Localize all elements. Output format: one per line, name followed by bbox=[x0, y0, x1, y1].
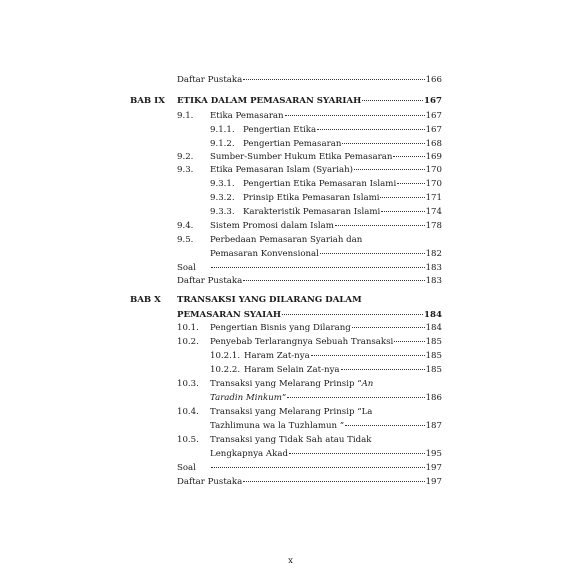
toc-entry bbox=[177, 151, 442, 164]
toc-row bbox=[0, 95, 581, 108]
toc-entry bbox=[177, 220, 442, 233]
toc-page-number: 178 bbox=[425, 221, 442, 231]
toc-row bbox=[0, 262, 581, 275]
toc-row bbox=[0, 234, 581, 247]
chapter-title: PEMASARAN SYAIAH bbox=[177, 310, 281, 320]
toc-title: Transaksi yang Melarang Prinsip “La bbox=[210, 407, 373, 417]
section-number: 10.3. bbox=[177, 379, 199, 389]
toc-row bbox=[0, 294, 581, 307]
toc-title: Sumber-Sumber Hukum Etika Pemasaran bbox=[210, 152, 393, 162]
toc-row bbox=[0, 110, 581, 123]
toc-title: Sistem Promosi dalam Islam bbox=[210, 221, 334, 231]
section-number: 9.1.2. bbox=[210, 139, 235, 149]
toc-row bbox=[0, 309, 581, 322]
toc-entry bbox=[177, 406, 442, 419]
toc-entry bbox=[177, 164, 442, 177]
toc-row bbox=[0, 151, 581, 164]
toc-page-number: 185 bbox=[425, 337, 442, 347]
toc-row bbox=[0, 336, 581, 349]
section-number: 9.2. bbox=[177, 152, 194, 162]
toc-entry bbox=[177, 309, 442, 322]
toc-entry bbox=[210, 448, 442, 461]
toc-title-italic: Taradin Minkum bbox=[210, 393, 282, 403]
section-number: 9.3.2. bbox=[210, 193, 235, 203]
toc-page-number: 167 bbox=[425, 111, 442, 121]
toc-entry bbox=[210, 248, 442, 261]
toc-entry bbox=[210, 364, 442, 377]
dot-leader bbox=[311, 355, 425, 356]
toc-row bbox=[0, 138, 581, 151]
toc-title: Daftar Pustaka bbox=[177, 276, 243, 286]
toc-row bbox=[0, 392, 581, 405]
toc-page-number: 186 bbox=[425, 393, 442, 403]
toc-entry bbox=[177, 74, 442, 87]
section-number: 10.2.2. bbox=[210, 365, 241, 375]
toc-title: Etika Pemasaran Islam (Syariah) bbox=[210, 165, 353, 175]
toc-row bbox=[0, 322, 581, 335]
toc-entry bbox=[210, 350, 442, 363]
toc-title: Prinsip Etika Pemasaran Islami bbox=[243, 193, 380, 203]
toc-page-number: 183 bbox=[425, 263, 442, 273]
toc-title: Pengertian Etika Pemasaran Islami bbox=[243, 179, 397, 189]
dot-leader bbox=[285, 115, 425, 116]
dot-leader bbox=[243, 481, 424, 482]
toc-title: Pemasaran Konvensional bbox=[210, 249, 319, 259]
toc-row bbox=[0, 476, 581, 489]
toc-page-number: 166 bbox=[425, 75, 442, 85]
dot-leader bbox=[289, 453, 425, 454]
toc-page-number: 170 bbox=[425, 165, 442, 175]
toc-title: Transaksi yang Melarang Prinsip “ bbox=[210, 379, 362, 389]
toc-row bbox=[0, 206, 581, 219]
toc-page-number: 171 bbox=[425, 193, 442, 203]
toc-entry bbox=[177, 462, 442, 475]
toc-row bbox=[0, 220, 581, 233]
toc-title: Transaksi yang Tidak Sah atau Tidak bbox=[210, 435, 372, 445]
toc-row bbox=[0, 275, 581, 288]
toc-title: Haram Zat-nya bbox=[244, 351, 310, 361]
toc-title: Perbedaan Pemasaran Syariah dan bbox=[210, 235, 363, 245]
toc-entry bbox=[177, 234, 442, 247]
toc-entry bbox=[177, 378, 442, 391]
toc-title: Lengkapnya Akad bbox=[210, 449, 288, 459]
toc-page-number: 168 bbox=[425, 139, 442, 149]
toc-title: Karakteristik Pemasaran Islami bbox=[243, 207, 381, 217]
section-number: 9.5. bbox=[177, 235, 194, 245]
dot-leader bbox=[393, 156, 424, 157]
toc-entry bbox=[210, 206, 442, 219]
toc-title: Daftar Pustaka bbox=[177, 75, 243, 85]
dot-leader bbox=[211, 467, 425, 468]
dot-leader bbox=[394, 341, 424, 342]
dot-leader bbox=[211, 267, 425, 268]
section-number: 10.2.1. bbox=[210, 351, 241, 361]
toc-entry bbox=[177, 110, 442, 123]
toc-entry bbox=[210, 124, 442, 137]
toc-row bbox=[0, 248, 581, 261]
toc-page-number: 174 bbox=[425, 207, 442, 217]
section-number: 10.1. bbox=[177, 323, 199, 333]
toc-row bbox=[0, 178, 581, 191]
toc-page-number: 167 bbox=[425, 125, 442, 135]
toc-row bbox=[0, 124, 581, 137]
toc-page-number: 187 bbox=[425, 421, 442, 431]
toc-title: Soal bbox=[177, 263, 196, 273]
toc-page-number: 185 bbox=[425, 351, 442, 361]
toc-title: ” bbox=[281, 393, 287, 403]
dot-leader bbox=[380, 197, 424, 198]
section-number: 9.4. bbox=[177, 221, 194, 231]
toc-page-number: 182 bbox=[425, 249, 442, 259]
dot-leader bbox=[381, 211, 424, 212]
toc-title: Penyebab Terlarangnya Sebuah Transaksi bbox=[210, 337, 394, 347]
toc-page-number: 195 bbox=[425, 449, 442, 459]
toc-page-number: 170 bbox=[425, 179, 442, 189]
chapter-label: BAB X bbox=[130, 295, 161, 305]
section-number: 9.1.1. bbox=[210, 125, 235, 135]
toc-entry bbox=[177, 476, 442, 489]
toc-page-number: 184 bbox=[424, 310, 442, 320]
dot-leader bbox=[335, 225, 425, 226]
dot-leader bbox=[243, 280, 424, 281]
dot-leader bbox=[352, 327, 425, 328]
dot-leader bbox=[243, 79, 424, 80]
toc-title-italic: An bbox=[361, 379, 374, 389]
toc-page-number: 167 bbox=[424, 96, 442, 106]
dot-leader bbox=[342, 143, 424, 144]
section-number: 10.4. bbox=[177, 407, 199, 417]
dot-leader bbox=[397, 183, 424, 184]
toc-row bbox=[0, 192, 581, 205]
section-number: 9.1. bbox=[177, 111, 194, 121]
section-number: 10.2. bbox=[177, 337, 199, 347]
toc-title: Soal bbox=[177, 463, 196, 473]
toc-row bbox=[0, 74, 581, 87]
dot-leader bbox=[362, 100, 423, 101]
toc-row bbox=[0, 378, 581, 391]
toc-entry bbox=[177, 275, 442, 288]
toc-title: Pengertian Pemasaran bbox=[243, 139, 342, 149]
toc-title: Tazhlimuna wa la Tuzhlamun ” bbox=[210, 421, 345, 431]
toc-page-number: 184 bbox=[425, 323, 442, 333]
dot-leader bbox=[341, 369, 425, 370]
toc-page-number: 183 bbox=[425, 276, 442, 286]
toc-title: Etika Pemasaran bbox=[210, 111, 284, 121]
toc-entry bbox=[210, 178, 442, 191]
toc-row bbox=[0, 462, 581, 475]
toc-title: Haram Selain Zat-nya bbox=[244, 365, 340, 375]
dot-leader bbox=[320, 253, 425, 254]
dot-leader bbox=[282, 314, 423, 315]
toc-entry bbox=[177, 322, 442, 335]
chapter-title: TRANSAKSI YANG DILARANG DALAM bbox=[177, 295, 362, 305]
dot-leader bbox=[354, 169, 425, 170]
chapter-label: BAB IX bbox=[130, 96, 165, 106]
toc-page-number: 197 bbox=[425, 463, 442, 473]
page-number: x bbox=[288, 556, 293, 566]
toc-row bbox=[0, 350, 581, 363]
toc-entry bbox=[177, 434, 442, 447]
section-number: 9.3.3. bbox=[210, 207, 235, 217]
toc-title: Daftar Pustaka bbox=[177, 477, 243, 487]
toc-entry bbox=[177, 336, 442, 349]
toc-row bbox=[0, 434, 581, 447]
dot-leader bbox=[345, 425, 424, 426]
toc-entry bbox=[210, 192, 442, 205]
toc-row bbox=[0, 448, 581, 461]
toc-title: Pengertian Bisnis yang Dilarang bbox=[210, 323, 351, 333]
toc-entry bbox=[177, 95, 442, 108]
dot-leader bbox=[317, 129, 424, 130]
toc-page-number: 185 bbox=[425, 365, 442, 375]
toc-title: Pengertian Etika bbox=[243, 125, 317, 135]
section-number: 10.5. bbox=[177, 435, 199, 445]
section-number: 9.3. bbox=[177, 165, 194, 175]
toc-row bbox=[0, 164, 581, 177]
toc-row bbox=[0, 420, 581, 433]
toc-entry bbox=[210, 138, 442, 151]
section-number: 9.3.1. bbox=[210, 179, 235, 189]
toc-row bbox=[0, 406, 581, 419]
toc-entry bbox=[177, 294, 442, 307]
toc-page-number: 169 bbox=[425, 152, 442, 162]
chapter-title: ETIKA DALAM PEMASARAN SYARIAH bbox=[177, 96, 362, 106]
toc-row bbox=[0, 364, 581, 377]
toc-entry bbox=[210, 392, 442, 405]
dot-leader bbox=[287, 397, 424, 398]
toc-entry bbox=[177, 262, 442, 275]
toc-entry bbox=[210, 420, 442, 433]
toc-page-number: 197 bbox=[425, 477, 442, 487]
